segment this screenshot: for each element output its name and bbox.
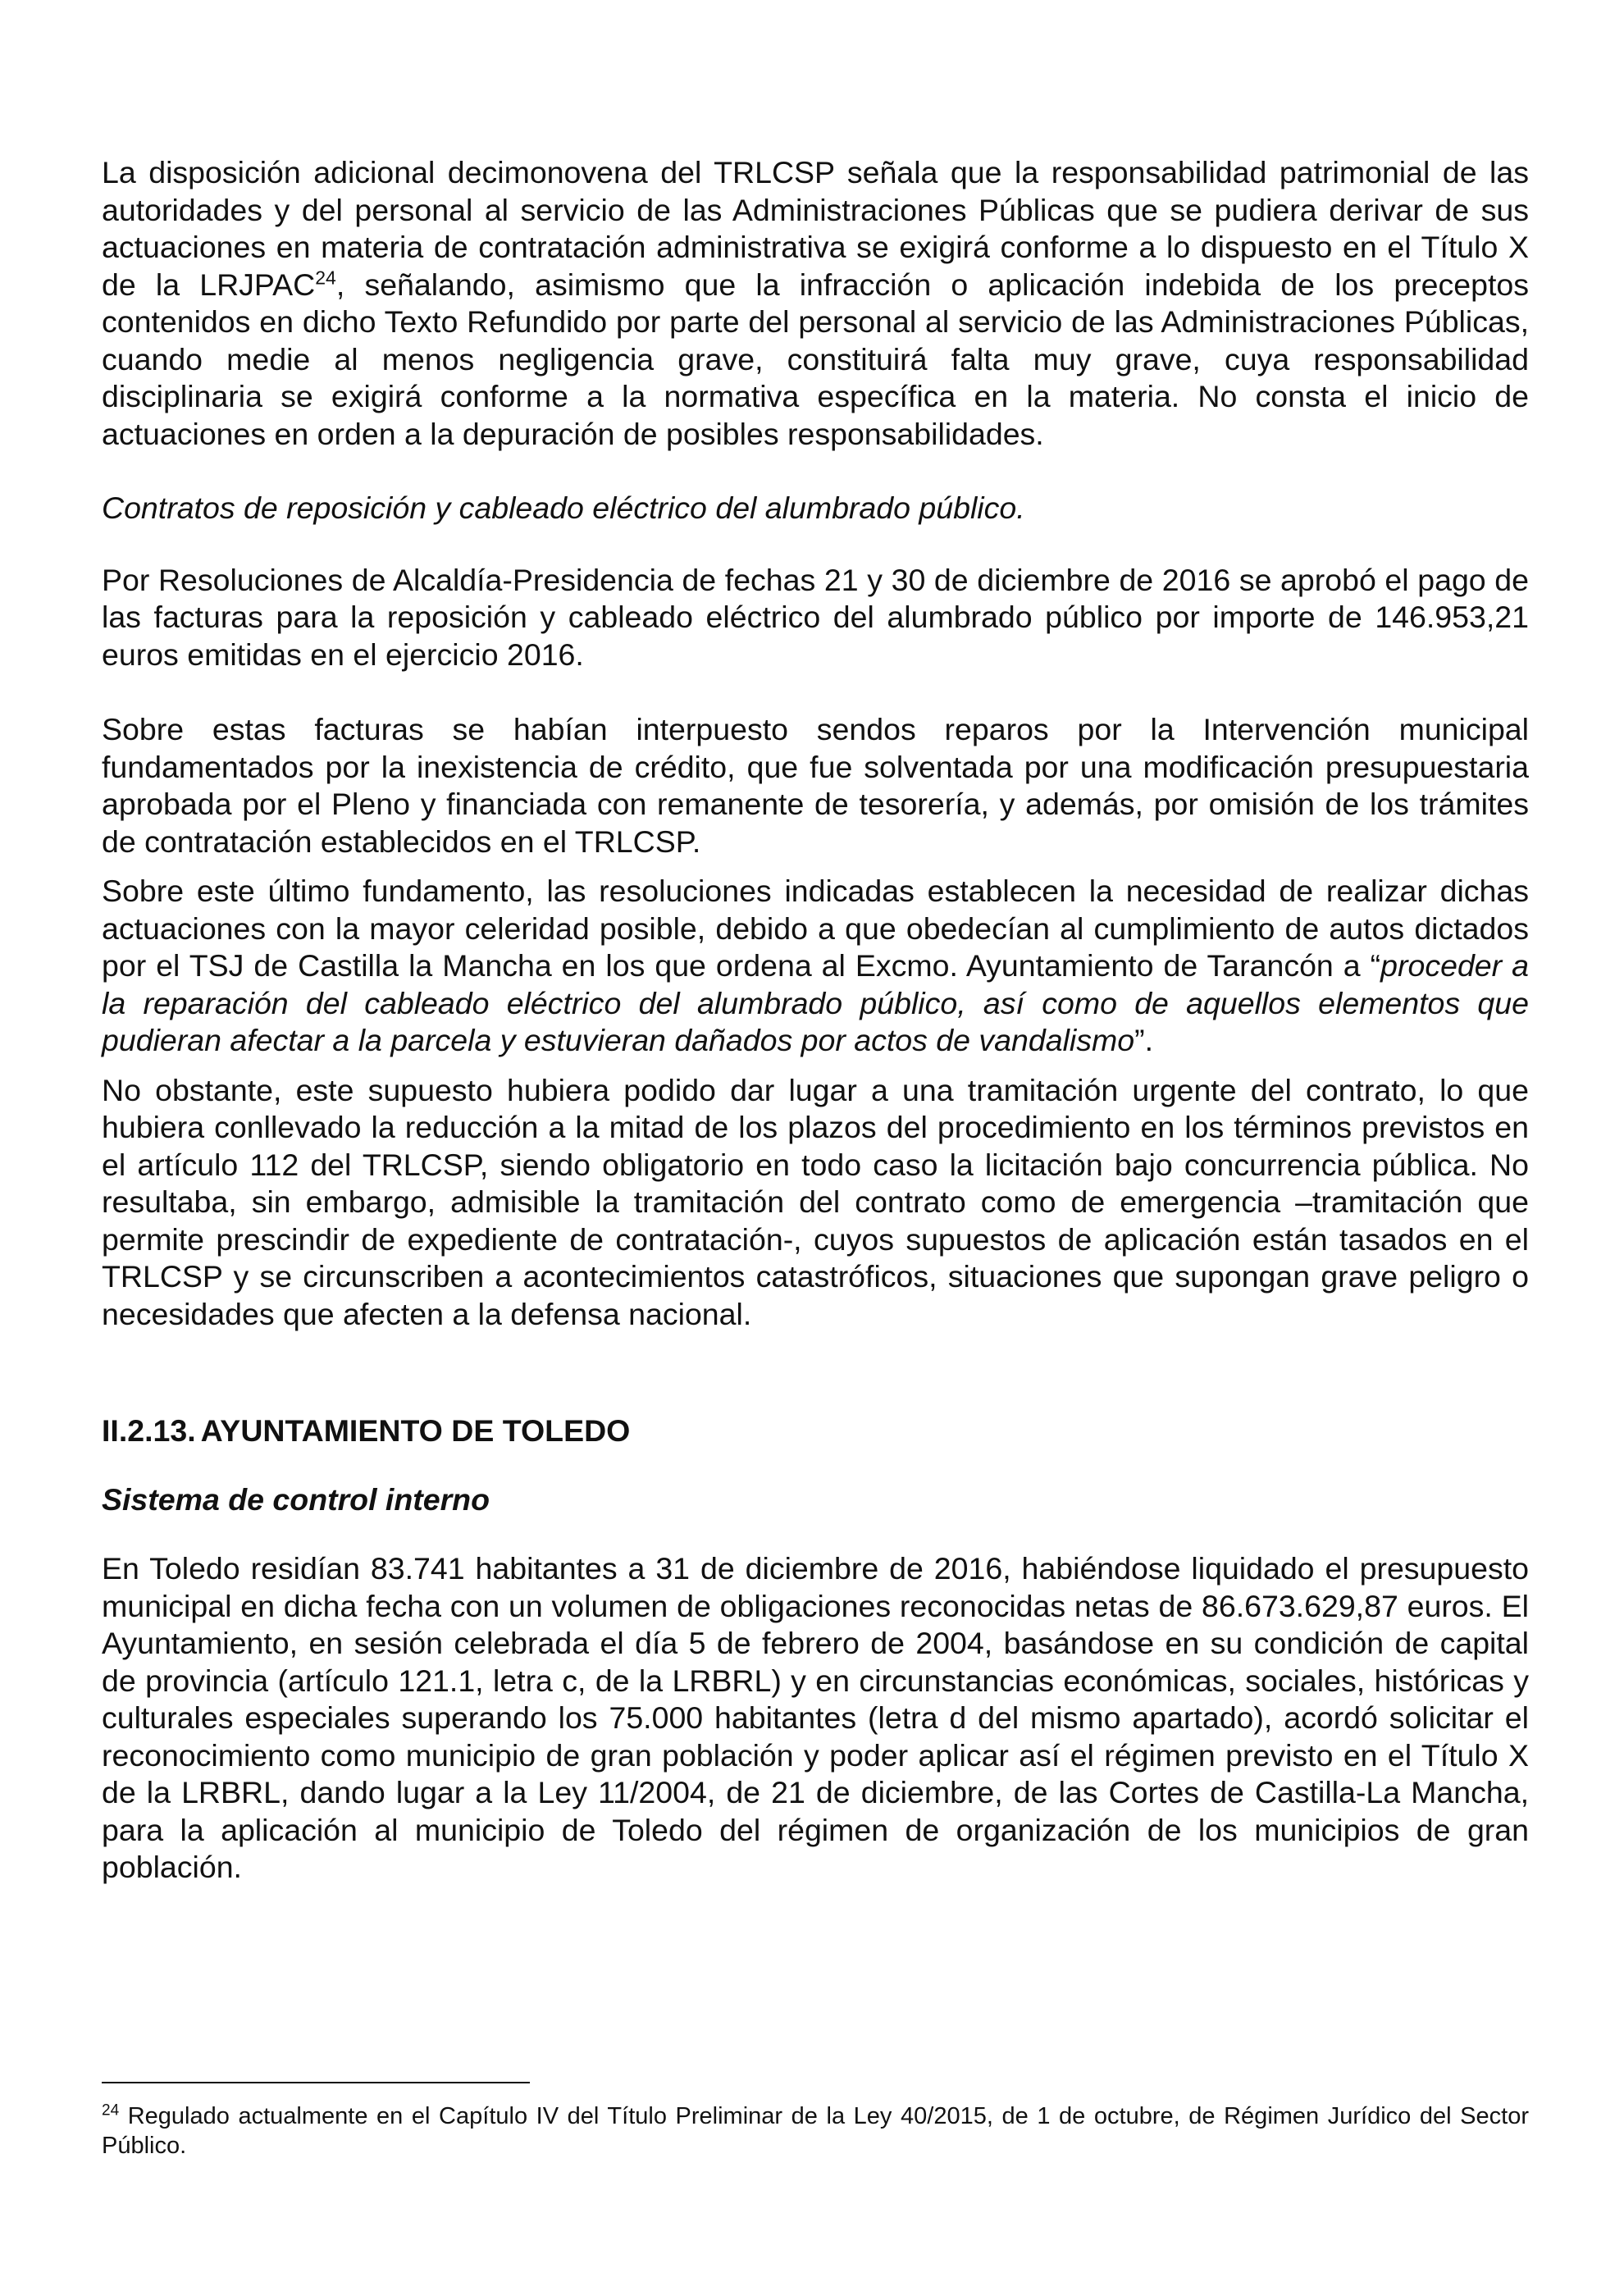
footnote-text: Regulado actualmente en el Capítulo IV del Título Preliminar de la Ley 40/2015, de 1 de octubre, de Régimen Jurídico del Sector Público. — [102, 2103, 1529, 2159]
paragraph-reparos: Sobre estas facturas se habían interpuesto sendos reparos por la Intervención municipal fundamentados por la inexistencia de crédito, que fue solventada por una modificación presupuestaria aprobada por el Pleno y financiada con remanente de tesorería, y además, por omisión de los trámites de contratación establecidos en el TRLCSP. — [102, 712, 1529, 859]
footnote-number: 24 — [102, 2101, 120, 2120]
paragraph-resoluciones: Por Resoluciones de Alcaldía-Presidencia de fechas 21 y 30 de diciembre de 2016 se aprobó el pago de las facturas para la reposición y cableado eléctrico del alumbrado público por importe de 146.953,21 euros emitidas en el ejercicio 2016. — [102, 562, 1529, 672]
paragraph-text: ”. — [1134, 1023, 1154, 1057]
subsection-heading: Sistema de control interno — [102, 1481, 490, 1517]
section-number: II.2.13. — [102, 1413, 196, 1448]
paragraph-text: , señalando, asimismo que la infracción o aplicación indebida de los preceptos contenidos en dicho Texto Refundido por parte del personal al servicio de las Administraciones Públicas, cuando medie al menos negligencia grave, constituirá falta muy grave, cuya responsabilidad disciplinaria se exigirá conforme a la normativa específica en la materia. No consta el inicio de actuaciones en orden a la depuración de posibles responsabilidades. — [102, 267, 1530, 451]
quoted-text: proceder a la reparación del cableado eléctrico del alumbrado público, así como de aquellos elementos que pudieran afectar a la parcela y estuvieran dañados por actos de vandalismo — [102, 948, 1530, 1057]
subtitle-contratos: Contratos de reposición y cableado eléctrico del alumbrado público. — [102, 491, 1025, 525]
footnote — [102, 2101, 1529, 2161]
footnote-reference[interactable]: 24 — [315, 267, 336, 288]
paragraph-fundamento — [102, 873, 1529, 1060]
footnote-divider — [102, 2082, 530, 2083]
paragraph-no-obstante: No obstante, este supuesto hubiera podido dar lugar a una tramitación urgente del contrato, lo que hubiera conllevado la reducción a la mitad de los plazos del procedimiento en los términos previstos en el artículo 112 del TRLCSP, siendo obligatorio en todo caso la licitación bajo concurrencia pública. No resultaba, sin embargo, admisible la tramitación del contrato como de emergencia –tramitación que permite prescindir de expediente de contratación-, cuyos supuestos de aplicación están tasados en el TRLCSP y se circunscriben a acontecimientos catastróficos, situaciones que supongan grave peligro o necesidades que afecten a la defensa nacional. — [102, 1072, 1529, 1331]
paragraph-toledo: En Toledo residían 83.741 habitantes a 31 de diciembre de 2016, habiéndose liquidado el presupuesto municipal en dicha fecha con un volumen de obligaciones reconocidas netas de 86.673.629,87 euros. El Ayuntamiento, en sesión celebrada el día 5 de febrero de 2004, basándose en su condición de capital de provincia (artículo 121.1, letra c, de la LRBRL) y en circunstancias económicas, sociales, históricas y culturales especiales superando los 75.000 habitantes (letra d del mismo apartado), acordó solicitar el reconocimiento como municipio de gran población y poder aplicar así el régimen previsto en el Título X de la LRBRL, dando lugar a la Ley 11/2004, de 21 de diciembre, de las Cortes de Castilla-La Mancha, para la aplicación al municipio de Toledo del régimen de organización de los municipios de gran población. — [102, 1551, 1529, 1884]
section-heading — [102, 1412, 1529, 1450]
document-body — [102, 154, 1529, 1887]
section-title: AYUNTAMIENTO DE TOLEDO — [200, 1413, 631, 1448]
paragraph-responsabilidad — [102, 154, 1529, 453]
paragraph-text: Sobre este último fundamento, las resoluciones indicadas establecen la necesidad de realizar dichas actuaciones con la mayor celeridad posible, debido a que obedecían al cumplimiento de autos dictados por el TSJ de Castilla la Mancha en los que ordena al Excmo. Ayuntamiento de Tarancón a “ — [102, 874, 1529, 983]
paragraph-text: La disposición adicional decimonovena del TRLCSP señala que la responsabilidad patrimonial de las autoridades y del personal al servicio de las Administraciones Públicas que se pudiera derivar de sus actuaciones en materia de contratación administrativa se exigirá conforme a lo dispuesto en el Título X de la LRJPAC — [102, 155, 1529, 302]
